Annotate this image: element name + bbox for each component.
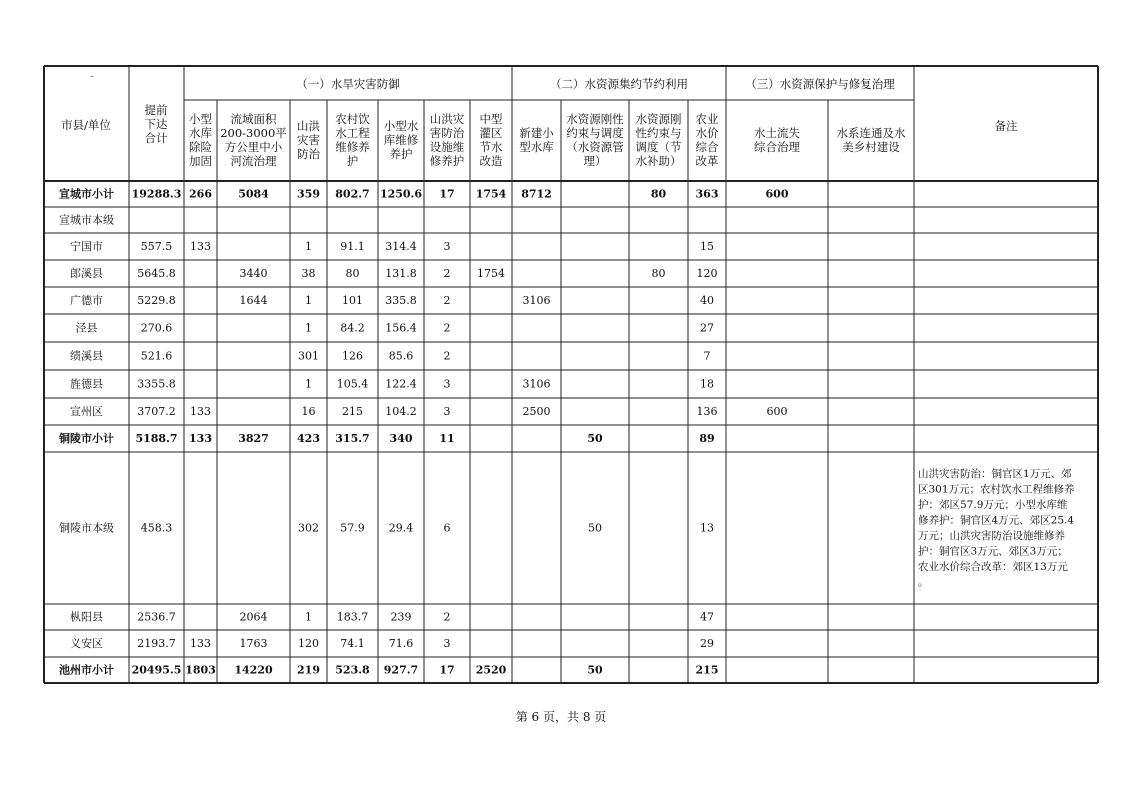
row-label: 宣城市小计 (59, 187, 114, 201)
cell-value: 1754 (477, 267, 505, 280)
cell-value: 927.7 (383, 663, 419, 677)
cell-value: 1 (305, 321, 312, 335)
cell-value: 17 (439, 187, 455, 201)
header-subcolumn: 水资源刚 (635, 112, 682, 126)
header-subcolumn: 库维修 (383, 133, 419, 147)
header-subcolumn: 山洪灾 (429, 112, 465, 126)
cell-value: 133 (190, 405, 211, 418)
header-subcolumn: 防治 (297, 147, 320, 161)
header-subcolumn: 修养护 (429, 154, 465, 168)
cell-value: 1803 (185, 663, 216, 677)
cell-value: 2 (443, 321, 451, 335)
header-subcolumn: 维修养 (335, 140, 370, 154)
cell-value: 89 (699, 432, 715, 445)
cell-value: 1 (305, 377, 312, 391)
header-subcolumn: 护 (346, 154, 359, 168)
header-group-protection: （三）水资源保护与修复治理 (745, 77, 895, 91)
cell-value: 3 (443, 637, 451, 650)
header-subcolumn: 农业 (695, 112, 719, 126)
cell-value: 50 (587, 663, 603, 677)
cell-value: 101 (342, 294, 363, 307)
cell-value: 7 (703, 349, 711, 363)
header-subcolumn: 200-3000平 (220, 126, 287, 140)
remark-line: 农业水价综合改革：郊区13万元 (918, 560, 1068, 573)
header-subcolumn: 水系连通及水 (836, 126, 906, 140)
header-subcolumn: 农村饮 (335, 112, 370, 126)
cell-value: 40 (700, 294, 714, 307)
header-subcolumn: 小型水 (383, 119, 419, 133)
cell-value: 523.8 (335, 663, 370, 677)
header-subcolumn: 中型 (479, 112, 503, 126)
cell-value: 1644 (239, 294, 268, 307)
cell-value: 301 (298, 349, 319, 363)
cell-value: 19288.3 (131, 187, 182, 201)
cell-value: 423 (297, 432, 320, 445)
cell-value: 239 (390, 610, 412, 624)
header-unit: 市县/单位 (61, 118, 111, 132)
header-subcolumn: 水补助） (635, 154, 682, 168)
cell-value: 122.4 (385, 377, 417, 391)
cell-value: 136 (696, 405, 718, 418)
cell-value: 15 (700, 240, 714, 253)
allocation-table (40, 65, 1100, 685)
header-subcolumn: 水土流失 (754, 126, 800, 140)
cell-value: 50 (588, 521, 602, 535)
cell-value: 2 (443, 610, 451, 624)
cell-value: 3 (443, 377, 451, 391)
cell-value: 13 (700, 521, 714, 535)
header-total: 提前 (144, 103, 168, 117)
cell-value: 5645.8 (137, 267, 176, 280)
row-label: 义安区 (70, 637, 103, 650)
cell-value: 126 (342, 349, 363, 363)
cell-value: 3106 (522, 377, 551, 391)
cell-value: 363 (695, 187, 719, 201)
header-subcolumn: 水资源刚性 (566, 112, 624, 126)
cell-value: 2 (443, 267, 451, 280)
remark-line: 护：铜官区3万元、郊区3万元； (918, 545, 1068, 558)
cell-value: 50 (587, 432, 603, 445)
header-subcolumn: 加固 (189, 154, 212, 168)
cell-value: 120 (696, 267, 718, 280)
header-subcolumn: 理） (583, 154, 607, 168)
header-subcolumn: 灾害 (297, 133, 320, 147)
header-subcolumn: 除险 (189, 140, 212, 154)
row-label: 铜陵市本级 (59, 521, 114, 535)
cell-value: 57.9 (340, 521, 365, 535)
cell-value: 29 (700, 637, 714, 650)
header-subcolumn: 性约束与 (635, 126, 682, 140)
cell-value: 104.2 (385, 405, 417, 418)
header-total: 下达 (144, 117, 168, 131)
cell-value: 85.6 (388, 349, 414, 363)
cell-value: 6 (443, 521, 451, 535)
page-footer: 第 6 页，共 8 页 (515, 710, 607, 724)
cell-value: 5229.8 (137, 294, 176, 307)
cell-value: 71.6 (388, 637, 414, 650)
cell-value: 5084 (238, 187, 269, 201)
header-subcolumn: 改造 (479, 154, 503, 168)
cell-value: 133 (189, 432, 212, 445)
header-subcolumn: 山洪 (297, 119, 320, 133)
cell-value: 14220 (234, 663, 273, 677)
header-subcolumn: 综合治理 (754, 140, 800, 154)
cell-value: 11 (439, 432, 455, 445)
cell-value: 38 (301, 267, 316, 280)
row-label: 广德市 (70, 294, 103, 307)
cell-value: 2500 (522, 405, 551, 418)
remark-line: 万元；山洪灾害防治设施维修养 (918, 529, 1065, 542)
cell-value: 133 (190, 240, 211, 253)
remark-line: 区301万元；农村饮水工程维修养 (918, 483, 1075, 496)
cell-value: 600 (766, 405, 788, 418)
cell-value: 557.5 (140, 240, 173, 253)
row-label: 宁国市 (70, 240, 103, 253)
row-label: 郎溪县 (70, 267, 103, 280)
header-subcolumn: 水价 (695, 126, 719, 140)
cell-value: 2 (443, 294, 451, 307)
header-subcolumn: 新建小 (519, 126, 554, 140)
cell-value: 84.2 (340, 321, 365, 335)
cell-value: 80 (650, 187, 667, 201)
row-label: 宣城市本级 (59, 213, 114, 227)
header-subcolumn: 美乡村建设 (842, 140, 900, 154)
cell-value: 91.1 (340, 240, 365, 253)
cell-value: 3355.8 (137, 377, 176, 391)
header-subcolumn: 约束与调度 (566, 126, 624, 140)
cell-value: 74.1 (340, 637, 365, 650)
header-group-flood: （一）水旱灾害防御 (296, 77, 400, 91)
header-subcolumn: 设施维 (429, 140, 465, 154)
cell-value: 80 (345, 267, 360, 280)
header-group-water-saving: （二）水资源集约节约利用 (550, 77, 688, 91)
cell-value: 458.3 (140, 521, 173, 535)
header-subcolumn: 水工程 (335, 126, 370, 140)
remark-line: 护：郊区57.9万元；小型水库维 (918, 498, 1068, 511)
row-label: 宣州区 (70, 405, 103, 418)
header-subcolumn: （水资源管 (566, 140, 624, 154)
remark-line: 山洪灾害防治：铜官区1万元、郊 (918, 467, 1072, 480)
cell-value: 105.4 (336, 377, 369, 391)
cell-value: 156.4 (385, 321, 417, 335)
row-label: 池州市小计 (59, 663, 114, 677)
header-total: 合计 (144, 131, 168, 145)
cell-value: 3 (443, 240, 451, 253)
cell-value: 131.8 (385, 267, 417, 280)
cell-value: 219 (297, 663, 320, 677)
cell-value: 29.4 (388, 521, 414, 535)
cell-value: 80 (651, 267, 666, 280)
cell-value: 521.6 (140, 349, 173, 363)
cell-value: 8712 (521, 187, 552, 201)
row-label: 旌德县 (70, 377, 103, 391)
cell-value: 3827 (238, 432, 269, 445)
cell-value: 27 (700, 321, 714, 335)
row-label: 枞阳县 (70, 610, 103, 624)
cell-value: 17 (439, 663, 455, 677)
header-subcolumn: 流域面积 (230, 112, 277, 126)
cell-value: 1 (305, 240, 312, 253)
cell-value: 3440 (239, 267, 268, 280)
cell-value: 18 (700, 377, 714, 391)
cell-value: 302 (298, 521, 319, 535)
cell-value: 1250.6 (379, 187, 423, 201)
header-subcolumn: 节水 (479, 140, 503, 154)
cell-value: 802.7 (335, 187, 370, 201)
cell-value: 20495.5 (131, 663, 182, 677)
cell-value: 3106 (522, 294, 551, 307)
cell-value: 120 (298, 637, 319, 650)
corner-mark: - (90, 71, 94, 83)
cell-value: 215 (342, 405, 363, 418)
cell-value: 1763 (239, 637, 268, 650)
cell-value: 315.7 (335, 432, 370, 445)
header-subcolumn: 水库 (189, 126, 212, 140)
header-subcolumn: 小型 (189, 112, 212, 126)
cell-value: 340 (389, 432, 413, 445)
cell-value: 5188.7 (135, 432, 178, 445)
header-subcolumn: 方公里中小 (224, 140, 283, 154)
cell-value: 335.8 (385, 294, 417, 307)
cell-value: 314.4 (385, 240, 417, 253)
cell-value: 270.6 (140, 321, 173, 335)
cell-value: 183.7 (336, 610, 369, 624)
cell-value: 2536.7 (137, 610, 176, 624)
row-label: 铜陵市小计 (59, 432, 114, 445)
cell-value: 2 (443, 349, 451, 363)
cell-value: 2193.7 (137, 637, 176, 650)
cell-value: 2064 (239, 610, 268, 624)
remark-line: 。 (918, 576, 929, 589)
cell-value: 133 (190, 637, 211, 650)
cell-value: 1 (305, 294, 312, 307)
header-subcolumn: 养护 (389, 147, 413, 161)
header-subcolumn: 河流治理 (230, 154, 277, 168)
cell-value: 600 (765, 187, 789, 201)
header-subcolumn: 综合 (695, 140, 719, 154)
cell-value: 3 (443, 405, 451, 418)
cell-value: 3707.2 (137, 405, 176, 418)
header-remarks: 备注 (994, 119, 1018, 133)
row-label: 绩溪县 (70, 349, 103, 363)
row-label: 泾县 (75, 321, 98, 335)
header-subcolumn: 改革 (695, 154, 719, 168)
cell-value: 1 (305, 610, 312, 624)
header-subcolumn: 害防治 (429, 126, 465, 140)
cell-value: 266 (189, 187, 212, 201)
cell-value: 215 (695, 663, 719, 677)
cell-value: 2520 (475, 663, 507, 677)
cell-value: 359 (297, 187, 320, 201)
remark-line: 修养护：铜官区4万元、郊区25.4 (918, 514, 1075, 527)
cell-value: 47 (700, 610, 714, 624)
header-subcolumn: 灌区 (479, 126, 503, 140)
cell-value: 16 (301, 405, 316, 418)
header-subcolumn: 调度（节 (635, 140, 682, 154)
cell-value: 1754 (475, 187, 507, 201)
header-subcolumn: 型水库 (519, 140, 554, 154)
